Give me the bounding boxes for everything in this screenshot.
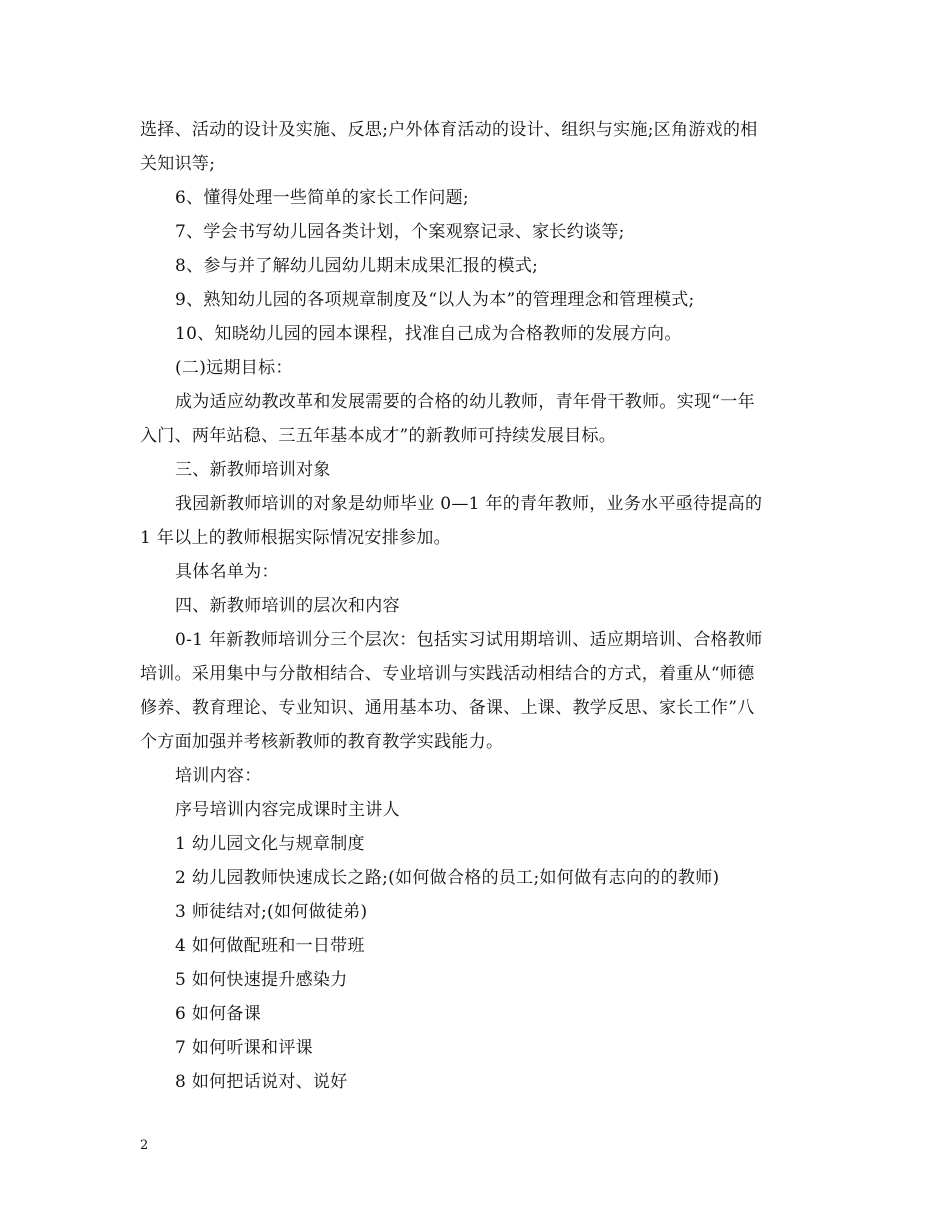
text-line: 10、知晓幼儿园的园本课程，找准自己成为合格教师的发展方向。 xyxy=(175,324,682,344)
text-line: 0-1 年新教师培训分三个层次：包括实习试用期培训、适应期培训、合格教师 xyxy=(175,630,763,650)
text-line: 8 如何把话说对、说好 xyxy=(175,1072,348,1092)
text-line: 序号培训内容完成课时主讲人 xyxy=(175,800,400,820)
text-line: 1 幼儿园文化与规章制度 xyxy=(175,834,365,854)
text-line: 3 师徒结对;(如何做徒弟) xyxy=(175,902,368,922)
text-line: 9、熟知幼儿园的各项规章制度及“以人为本”的管理理念和管理模式; xyxy=(175,290,695,310)
text-line: 6、懂得处理一些简单的家长工作问题; xyxy=(175,188,469,208)
text-line: 选择、活动的设计及实施、反思;户外体育活动的设计、组织与实施;区角游戏的相 xyxy=(140,120,758,140)
text-line: 入门、两年站稳、三五年基本成才”的新教师可持续发展目标。 xyxy=(140,426,617,446)
text-line: 8、参与并了解幼儿园幼儿期末成果汇报的模式; xyxy=(175,256,539,276)
document-body xyxy=(140,113,812,1099)
text-line: 关知识等; xyxy=(140,154,216,174)
text-line: 我园新教师培训的对象是幼师毕业 0—1 年的青年教师，业务水平亟待提高的 xyxy=(175,494,763,514)
text-line: 三、新教师培训对象 xyxy=(175,460,331,480)
text-line: 4 如何做配班和一日带班 xyxy=(175,936,365,956)
text-line: (二)远期目标： xyxy=(175,358,293,378)
text-line: 7 如何听课和评课 xyxy=(175,1038,313,1058)
text-line: 7、学会书写幼儿园各类计划，个案观察记录、家长约谈等; xyxy=(175,222,625,242)
text-line: 个方面加强并考核新教师的教育教学实践能力。 xyxy=(140,732,504,752)
text-line: 6 如何备课 xyxy=(175,1004,262,1024)
text-line: 1 年以上的教师根据实际情况安排参加。 xyxy=(140,528,451,548)
text-line: 培训内容： xyxy=(175,766,262,786)
page-number: 2 xyxy=(140,1138,149,1153)
text-line: 具体名单为： xyxy=(175,562,279,582)
text-line: 培训。采用集中与分散相结合、专业培训与实践活动相结合的方式，着重从“师德 xyxy=(140,664,755,684)
text-line: 成为适应幼教改革和发展需要的合格的幼儿教师，青年骨干教师。实现“一年 xyxy=(175,392,755,412)
text-line: 5 如何快速提升感染力 xyxy=(175,970,348,990)
text-line: 四、新教师培训的层次和内容 xyxy=(175,596,400,616)
text-line: 2 幼儿园教师快速成长之路;(如何做合格的员工;如何做有志向的的教师) xyxy=(175,868,720,888)
text-line: 修养、教育理论、专业知识、通用基本功、备课、上课、教学反思、家长工作”八 xyxy=(140,698,755,718)
